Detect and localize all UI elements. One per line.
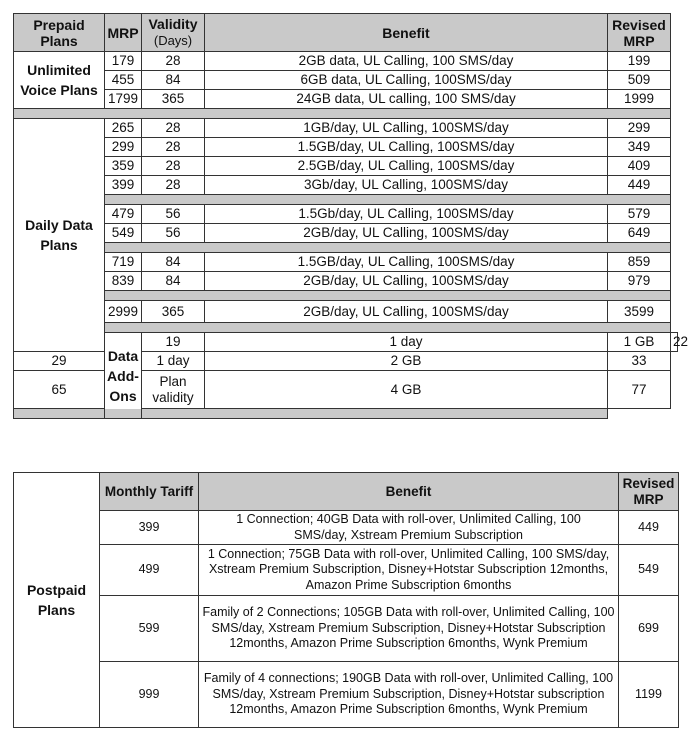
benefit-cell: 24GB data, UL calling, 100 SMS/day [205,90,608,109]
revised-mrp-cell: 509 [608,71,671,90]
revised-mrp-cell: 649 [608,224,671,243]
mrp-cell: 839 [105,272,142,291]
benefit-cell: 1.5GB/day, UL Calling, 100SMS/day [205,253,608,272]
mrp-cell: 299 [105,138,142,157]
table-row [14,596,679,662]
benefit-cell: 2GB/day, UL Calling, 100SMS/day [205,272,608,291]
revised-mrp-cell: 349 [608,138,671,157]
benefit-cell: Family of 2 Connections; 105GB Data with roll-over, Unlimited Calling, 100 SMS/day, Xstream Premium Subscription, Disney+Hotstar Subscription 12months, Amazon Prime Subscription 6months, Wynk Premium [199,596,619,662]
revised-mrp-cell: 449 [608,176,671,195]
separator-row [14,109,678,119]
benefit-cell: 2 GB [205,352,608,371]
validity-cell: 84 [142,272,205,291]
benefit-cell: 1.5GB/day, UL Calling, 100SMS/day [205,138,608,157]
revised-mrp-cell: 299 [608,119,671,138]
header-monthly-tariff: Monthly Tariff [100,473,199,511]
table-row [14,333,678,352]
revised-mrp-cell: 449 [619,511,679,545]
revised-mrp-cell: 33 [608,352,671,371]
benefit-cell: 2GB/day, UL Calling, 100SMS/day [205,224,608,243]
benefit-cell: 3Gb/day, UL Calling, 100SMS/day [205,176,608,195]
revised-mrp-cell: 579 [608,205,671,224]
mrp-cell: 399 [105,176,142,195]
validity-cell: 28 [142,157,205,176]
benefit-cell: 1GB/day, UL Calling, 100SMS/day [205,119,608,138]
revised-mrp-cell: 859 [608,253,671,272]
prepaid-plans-table [13,13,689,419]
table-row [14,253,678,272]
revised-mrp-cell: 699 [619,596,679,662]
validity-cell: 84 [142,253,205,272]
header-postpaid-benefit: Benefit [199,473,619,511]
separator-row [14,323,678,333]
header-validity-unit: (Days) [153,33,193,48]
tariff-cell: 999 [100,662,199,728]
category-postpaid: Postpaid Plans [14,473,100,728]
validity-cell: 56 [142,205,205,224]
header-prepaid-plans: Prepaid Plans [14,14,105,52]
mrp-cell: 359 [105,157,142,176]
table-row [14,90,678,109]
table-row [14,301,678,323]
benefit-cell: 2GB/day, UL Calling, 100SMS/day [205,301,608,323]
benefit-cell: 1 GB [608,333,671,352]
revised-mrp-cell: 409 [608,157,671,176]
validity-cell: 365 [142,301,205,323]
revised-mrp-cell: 1199 [619,662,679,728]
table-row [14,119,678,138]
validity-cell: 84 [142,71,205,90]
header-mrp: MRP [105,14,142,52]
header-validity [142,14,205,52]
validity-cell: 28 [142,119,205,138]
validity-cell: 28 [142,52,205,71]
validity-cell: 28 [142,176,205,195]
benefit-cell: 1 Connection; 40GB Data with roll-over, Unlimited Calling, 100 SMS/day, Xstream Premium Subscription [199,511,619,545]
table-row [14,224,678,243]
table-row [14,272,678,291]
table-row [14,511,679,545]
mrp-cell: 549 [105,224,142,243]
category-data-addons: Data Add-Ons [105,333,142,419]
validity-cell: 28 [142,138,205,157]
revised-mrp-cell: 199 [608,52,671,71]
prepaid-header-row [14,14,678,52]
benefit-cell: 4 GB [205,371,608,409]
validity-cell: 365 [142,90,205,109]
revised-mrp-cell: 22 [671,333,678,352]
revised-mrp-cell: 77 [608,371,671,409]
separator-row [14,243,678,253]
benefit-cell: 1.5Gb/day, UL Calling, 100SMS/day [205,205,608,224]
validity-cell: 56 [142,224,205,243]
revised-mrp-cell: 3599 [608,301,671,323]
header-benefit: Benefit [205,14,608,52]
separator-row [14,195,678,205]
table-row [14,157,678,176]
table-row [14,205,678,224]
benefit-cell: Family of 4 connections; 190GB Data with roll-over, Unlimited Calling, 100 SMS/day, Xstream Premium Subscription, Disney+Hotstar subscription 12months, Amazon Prime Subscription 6months, Wynk Premium [199,662,619,728]
mrp-cell: 19 [142,333,205,352]
header-revised-mrp: Revised MRP [608,14,671,52]
mrp-cell: 1799 [105,90,142,109]
benefit-cell: 1 Connection; 75GB Data with roll-over, Unlimited Calling, 100 SMS/day, Xstream Premium Subscription, Disney+Hotstar Subscription 12months, Amazon Prime Subscription 6months [199,545,619,596]
tariff-cell: 499 [100,545,199,596]
revised-mrp-cell: 1999 [608,90,671,109]
revised-mrp-cell: 979 [608,272,671,291]
table-row [14,71,678,90]
validity-cell: Plan validity [142,371,205,409]
validity-cell: 1 day [142,352,205,371]
category-daily-data: Daily Data Plans [14,119,105,352]
tariff-cell: 399 [100,511,199,545]
mrp-cell: 479 [105,205,142,224]
benefit-cell: 2.5GB/day, UL Calling, 100SMS/day [205,157,608,176]
tariff-cell: 599 [100,596,199,662]
revised-mrp-cell: 549 [619,545,679,596]
mrp-cell: 265 [105,119,142,138]
table-row [14,662,679,728]
benefit-cell: 2GB data, UL Calling, 100 SMS/day [205,52,608,71]
mrp-cell: 455 [105,71,142,90]
mrp-cell: 65 [14,371,105,409]
header-postpaid-revised-mrp: Revised MRP [619,473,679,511]
benefit-cell: 6GB data, UL Calling, 100SMS/day [205,71,608,90]
postpaid-header-row [14,473,679,511]
category-unlimited-voice: Unlimited Voice Plans [14,52,105,109]
mrp-cell: 179 [105,52,142,71]
postpaid-plans-table [13,472,679,728]
header-validity-label: Validity [148,16,198,32]
validity-cell: 1 day [205,333,608,352]
table-row [14,176,678,195]
mrp-cell: 29 [14,352,105,371]
table-row [14,545,679,596]
mrp-cell: 719 [105,253,142,272]
table-row [14,138,678,157]
separator-row [14,409,678,419]
separator-row [14,291,678,301]
mrp-cell: 2999 [105,301,142,323]
table-row [14,52,678,71]
